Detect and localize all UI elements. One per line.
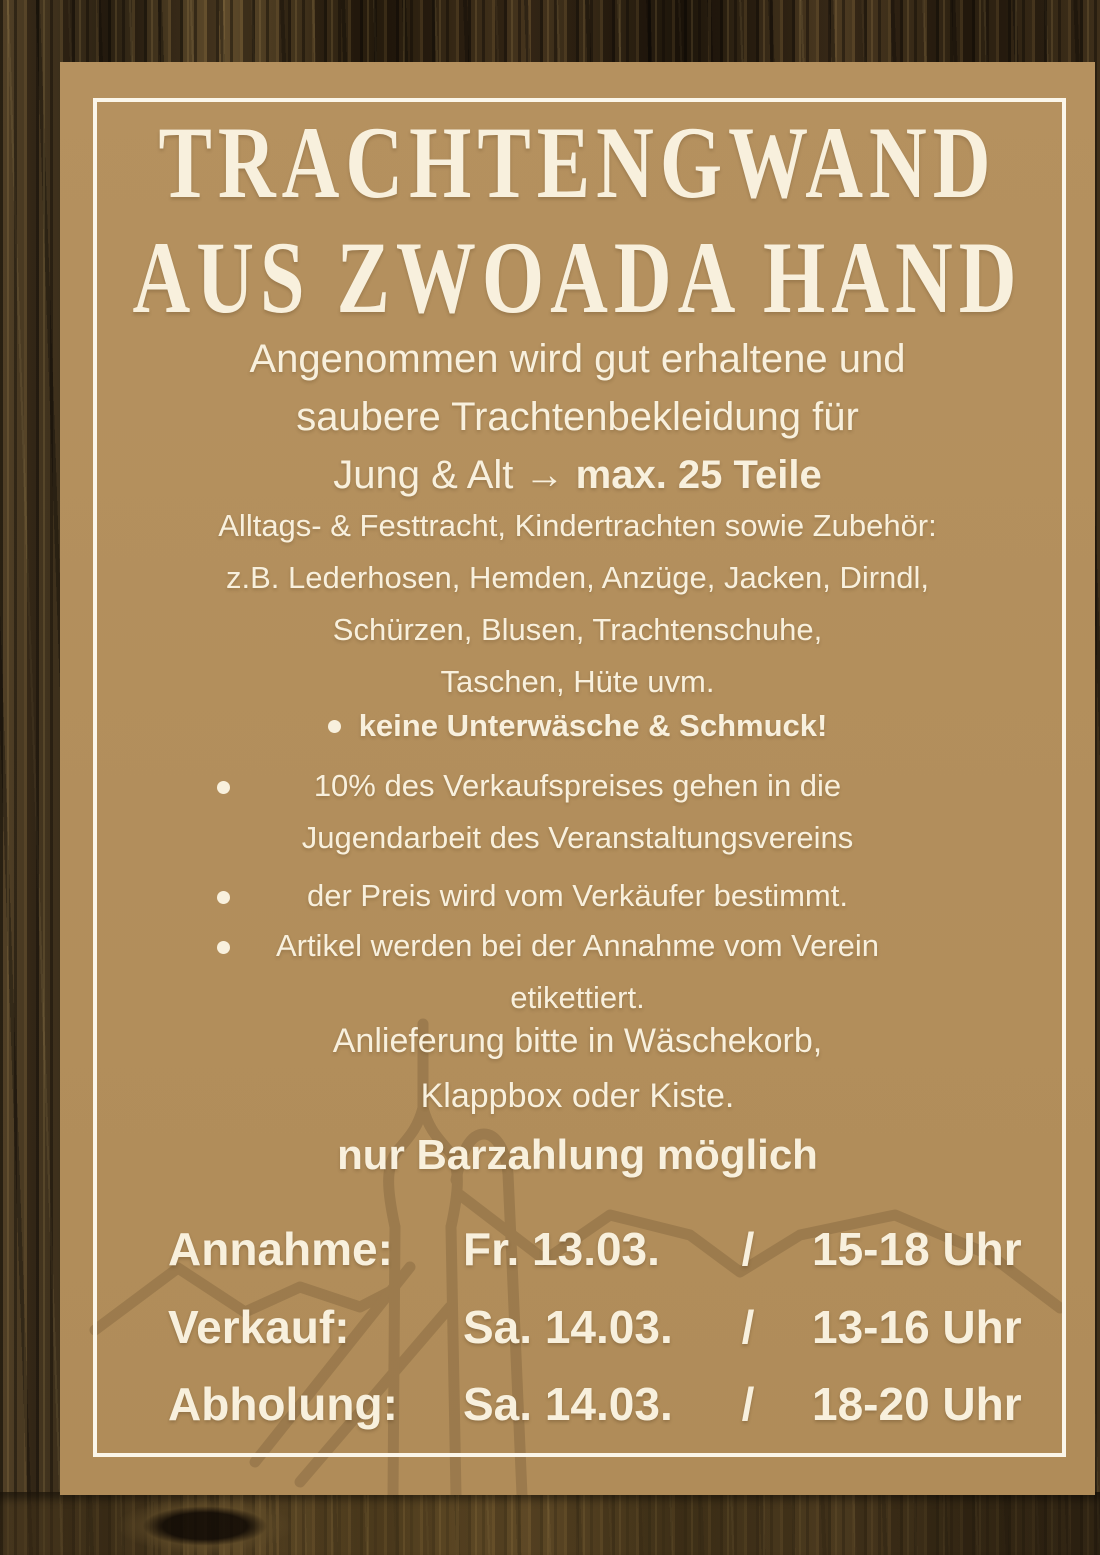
schedule-time: 13-16 Uhr	[812, 1301, 1022, 1353]
items-line-4: Taschen, Hüte uvm.	[440, 664, 715, 699]
bullet-icon	[217, 891, 230, 904]
bullet-icon	[217, 941, 230, 954]
schedule-label: Annahme:	[168, 1223, 393, 1275]
poster-card	[60, 62, 1095, 1495]
schedule-row-abholung	[168, 1372, 1075, 1436]
items-line-3: Schürzen, Blusen, Trachtenschuhe,	[332, 612, 823, 647]
bullet-ten-percent	[90, 760, 1065, 864]
intro-line-3-normal: Jung & Alt →	[333, 453, 565, 497]
schedule-separator: /	[741, 1223, 755, 1275]
schedule-date: Sa. 14.03.	[463, 1378, 673, 1430]
schedule-date: Fr. 13.03.	[463, 1223, 660, 1275]
schedule-date: Sa. 14.03.	[463, 1301, 673, 1353]
wood-plank-bottom	[0, 1492, 1100, 1555]
schedule-separator: /	[741, 1301, 755, 1353]
bullet-labeling-line-2: etikettiert.	[510, 980, 645, 1015]
bullet-labeling-line-1: Artikel werden bei der Annahme vom Verein	[275, 928, 880, 963]
poster-title	[90, 106, 1065, 336]
bullet-no-underwear	[90, 700, 1065, 752]
schedule-time: 18-20 Uhr	[812, 1378, 1022, 1430]
accepted-items-text	[90, 500, 1065, 708]
payment-note	[90, 1126, 1065, 1184]
bullet-ten-percent-line-2: Jugendarbeit des Veranstaltungsvereins	[301, 820, 854, 855]
title-line-2: AUS ZWOADA HAND	[132, 222, 1023, 336]
items-line-1: Alltags- & Festtracht, Kindertrachten sowie Zubehör:	[218, 508, 937, 543]
delivery-text	[90, 1014, 1065, 1124]
schedule-label: Verkauf:	[168, 1301, 350, 1353]
bullet-price	[90, 870, 1065, 922]
schedule-time: 15-18 Uhr	[812, 1223, 1022, 1275]
bullet-no-underwear-label: keine Unterwäsche & Schmuck!	[358, 708, 828, 743]
bullet-icon	[217, 781, 230, 794]
bullet-icon	[328, 720, 341, 733]
schedule-separator: /	[741, 1378, 755, 1430]
title-line-1: TRACHTENGWAND	[158, 107, 997, 220]
intro-line-2: saubere Trachtenbekleidung für	[296, 395, 859, 439]
delivery-line-2: Klappbox oder Kiste.	[420, 1077, 735, 1115]
intro-line-1: Angenommen wird gut erhaltene und	[249, 337, 906, 381]
schedule-label: Abholung:	[168, 1378, 398, 1430]
delivery-line-1: Anlieferung bitte in Wäschekorb,	[332, 1022, 823, 1060]
intro-text	[90, 330, 1065, 504]
intro-line-3	[90, 446, 1065, 504]
schedule-row-annahme	[168, 1217, 1075, 1281]
max-items-highlight: max. 25 Teile	[575, 453, 822, 497]
bullet-labeling	[90, 920, 1065, 1024]
payment-note-label: nur Barzahlung möglich	[337, 1131, 818, 1178]
schedule-row-verkauf	[168, 1295, 1075, 1359]
items-line-2: z.B. Lederhosen, Hemden, Anzüge, Jacken, Dirndl,	[225, 560, 930, 595]
bullet-ten-percent-line-1: 10% des Verkaufspreises gehen in die	[313, 768, 842, 803]
bullet-price-line: der Preis wird vom Verkäufer bestimmt.	[307, 878, 848, 913]
